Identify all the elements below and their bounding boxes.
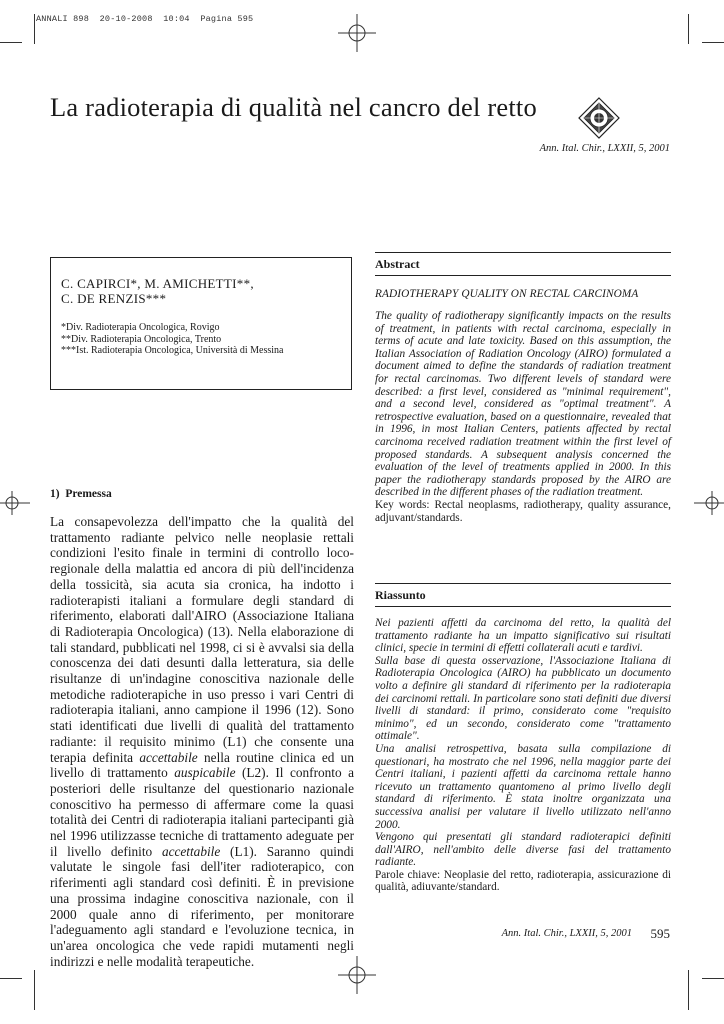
crop-mark: [688, 970, 689, 1010]
section-rule: [375, 606, 671, 607]
affiliation: *Div. Radioterapia Oncologica, Rovigo: [61, 322, 220, 333]
footer-citation: Ann. Ital. Chir., LXXII, 5, 2001: [501, 928, 632, 939]
premessa-body: [50, 514, 354, 969]
riassunto-paragraph: Nei pazienti affetti da carcinoma del retto, la qualità del trattamento radiante ha un impatto significativo sui risultati clinici, specie in termini di effetti collaterali acuti e tardivi.: [375, 617, 671, 655]
riassunto-paragraph: Sulla base di questa osservazione, l'Associazione Italiana di Radioterapia Oncologica (AIRO) ha pubblicato un documento volto a definire gli standard di riferimento per la radioterapia dei carcinomi rettali. In particolare sono stati definiti due diversi livelli di standard: il primo, considerato come "requisito minimo", ed un secondo, considerato come "trattamento ottimale".: [375, 654, 671, 743]
body-text-run: (L2). Il confronto a posteriori delle risultanze del questionario nazionale conoscitivo ha permesso di affermare come la quasi totalità dei Centri di radioterapia italiani partecipanti già nel 1996 utilizzasse tecniche di trattamento adeguate per il livello definito: [50, 765, 354, 859]
riassunto-paragraph: Una analisi retrospettiva, basata sulla compilazione di questionari, ha mostrato che nel 1996, nella maggior parte dei Centri italiani, i pazienti affetti da carcinoma rettale hanno ricevuto un trattamento quantomeno al primo livello degli standard di riferimento. È stata inoltre organizzata una successiva analisi per valutare il livello utilizzato nell'anno 2000.: [375, 742, 671, 831]
affiliation: **Div. Radioterapia Oncologica, Trento: [61, 333, 222, 345]
author-names: [61, 276, 351, 306]
affiliation: ***Ist. Radioterapia Oncologica, Università di Messina: [61, 345, 284, 356]
section-rule: [375, 275, 671, 276]
print-slug: ANNALI 898 20-10-2008 10:04 Pagina 595: [36, 14, 254, 24]
registration-mark-left: [0, 488, 30, 518]
section-rule: [375, 252, 671, 253]
crop-mark: [0, 42, 22, 43]
emphasis-text: accettabile: [139, 749, 198, 765]
authors-line: C. DE RENZIS***: [61, 291, 167, 306]
riassunto-paragraph: Vengono qui presentati gli standard radioterapici definiti dall'AIRO, nell'ambito delle diverse fasi del trattamento radiante.: [375, 831, 671, 869]
article-title: La radioterapia di qualità nel cancro del retto: [50, 92, 537, 122]
crop-mark: [688, 14, 689, 44]
registration-mark-top: [338, 14, 376, 52]
crop-mark: [702, 42, 724, 43]
crop-mark: [0, 978, 22, 979]
riassunto-heading: Riassunto: [375, 588, 426, 602]
abstract-heading: Abstract: [375, 257, 420, 271]
emphasis-text: accettabile: [161, 843, 221, 859]
abstract-section: [375, 252, 671, 524]
riassunto-body: [375, 617, 671, 894]
page-number: 595: [650, 926, 670, 941]
abstract-title: RADIOTHERAPY QUALITY ON RECTAL CARCINOMA: [375, 288, 639, 300]
section-heading-premessa: 1) Premessa: [50, 488, 112, 500]
authors-line: C. CAPIRCI*, M. AMICHETTI**,: [61, 276, 254, 291]
emphasis-text: auspicabile: [174, 765, 236, 781]
journal-citation: Ann. Ital. Chir., LXXII, 5, 2001: [539, 143, 670, 154]
body-text-run: (L1). Saranno quindi valutate le singole fasi dell'iter radioterapico, con riferimenti agli standard così definiti. È in previsione una prossima indagine conoscitiva nazionale, con il 2000 quale anno di riferimento, per monitorare l'adeguamento agli standard e l'evoluzione tecnica, in un'area oncologica che vede rapidi mutamenti negli indirizzi e nelle modalità terapeutiche.: [50, 843, 354, 969]
abstract-keywords: Key words: Rectal neoplasms, radiotherapy, quality assurance, adjuvant/standards.: [375, 498, 671, 524]
affiliations: [61, 322, 351, 357]
crop-mark: [702, 978, 724, 979]
author-box: [50, 257, 352, 390]
body-text-run: nella routine clinica ed un livello di trattamento: [50, 749, 354, 781]
riassunto-keywords: Parole chiave: Neoplasie del retto, radioterapia, assicurazione di qualità, adiuvante/standard.: [375, 868, 671, 894]
body-text-run: La consapevolezza dell'impatto che la qualità del trattamento radiante pelvico nelle neoplasie rettali condizioni l'esito finale in termini di controllo loco-regionale della malattia ed ancora di più dell'incidenza della tossicità, sia acuta sia cronica, ha indotto i radioterapisti italiani a formulare degli standard di riferimento, elaborati dall'AIRO (Associazione Italiana di Radioterapia Oncologica) (13). Nella elaborazione di tali standard, pubblicati nel 1998, ci si è avvalsi sia della conoscenza dei dati desunti dalla letteratura, sia delle risultanze di un'indagine conoscitiva nazionale delle metodiche radioterapiche in uso presso i vari Centri di radioterapia italiani, anno campione il 1996 (12). Sono stati identificati due livelli di qualità del trattamento radiante: il requisito minimo (L1) che consente una terapia definita: [50, 514, 354, 765]
crop-mark: [34, 14, 35, 44]
crop-mark: [34, 970, 35, 1010]
section-rule: [375, 583, 671, 584]
registration-mark-right: [694, 488, 724, 518]
riassunto-section: [375, 583, 671, 894]
abstract-text: The quality of radiotherapy significantly impacts on the results of treatment, in patients with rectal carcinoma, especially in terms of acute and late toxicity. Based on this assumption, the Italian Association of Radiation Oncology (AIRO) formulated a document aimed to define the standards of radiation treatment for rectal carcinomas. Two different levels of standard were described: a first level, considered as "minimal requirement", and a second level, considered as "optimal treatment". A retrospective evaluation, based on a questionnaire, revealed that in 1996, in most Italian Centers, patients affected by rectal carcinoma received radiation treatment within the first level of proposed standards. A subsequent analysis concerned the evaluation of the level of treatments applied in 2000. In this paper the radiotherapy standards proposed by the AIRO are described in the different phases of the radiation treatment.: [375, 310, 671, 499]
journal-logo: [577, 96, 621, 140]
